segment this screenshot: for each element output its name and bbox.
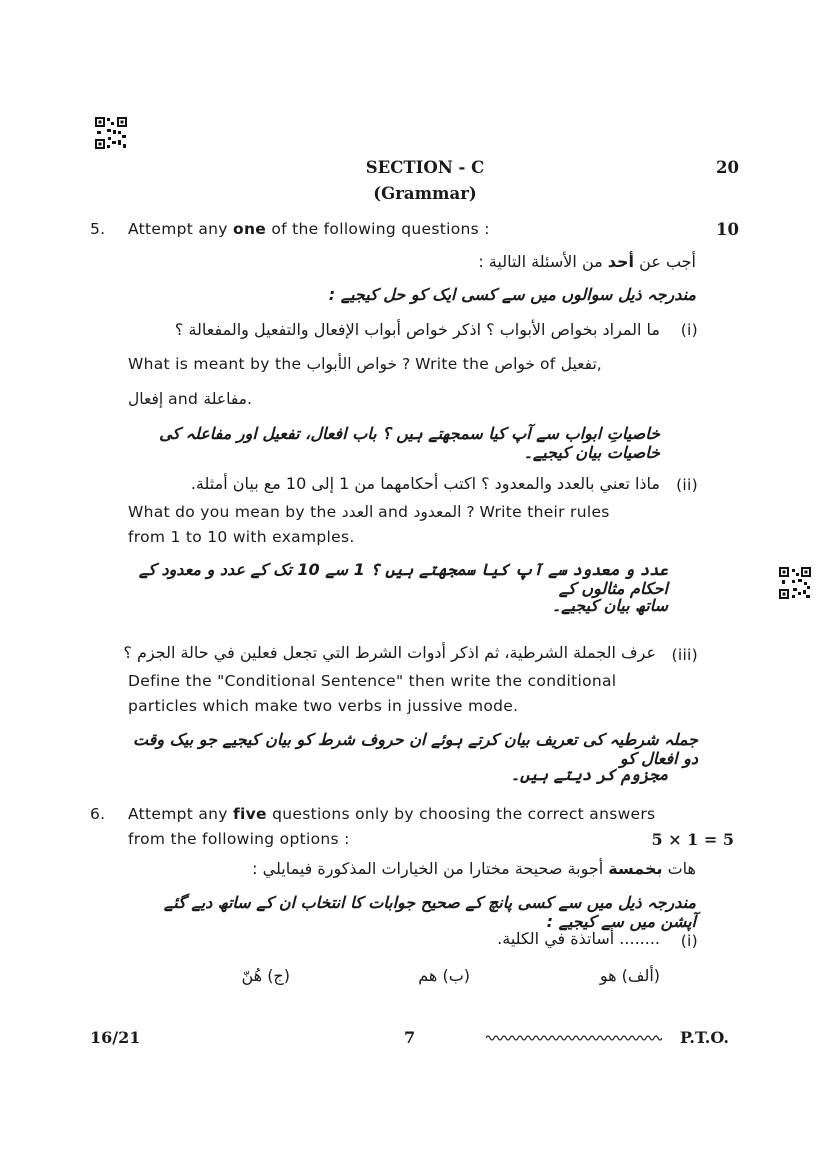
q5-marks: 10 <box>716 220 739 239</box>
footer-wavy-line <box>486 1033 662 1043</box>
q5-part-ii-english-2: from 1 to 10 with examples. <box>128 528 355 546</box>
q5-part-i-label: (i) <box>680 321 698 339</box>
section-title: SECTION - C <box>365 158 485 177</box>
q5-part-ii-english-1: What do you mean by the العدد and المعدود ? Write their rules <box>128 503 610 521</box>
q6-instruction-en-1: Attempt any five questions only by choosing the correct answers <box>128 805 656 823</box>
q6-instruction-ar: هات بخمسة أجوبة صحيحة مختارا من الخيارات المذكورة فيمايلي : <box>252 859 696 878</box>
footer-page-number: 7 <box>404 1028 416 1047</box>
q5-part-iii-english-1: Define the "Conditional Sentence" then write the conditional <box>128 672 617 690</box>
footer-pto: P.T.O. <box>680 1028 729 1047</box>
q5-part-i-urdu: خاصیاتِ ابواب سے آپ کیا سمجھتے ہیں ؟ باب افعال، تفعیل اور مفاعلہ کی خاصیات بیان کیجیے۔ <box>159 424 660 462</box>
section-marks: 20 <box>716 158 739 177</box>
q6-item-i-label: (i) <box>680 932 698 950</box>
q5-part-iii-urdu-2: مجزوم کر دیتے ہیں۔ <box>510 765 668 784</box>
q5-part-i-arabic: ما المراد بخواص الأبواب ؟ اذكر خواص أبواب الإفعال والتفعيل والمفعالة ؟ <box>174 320 660 339</box>
q5-part-iii-arabic: عرف الجملة الشرطية، ثم اذكر أدوات الشرط التي تجعل فعلين في حالة الجزم ؟ <box>123 643 656 662</box>
q6-option-alif: (ألف) هو <box>599 966 660 985</box>
qr-code-top <box>94 116 128 150</box>
footer-code: 16/21 <box>90 1028 141 1047</box>
q6-option-ba: (ب) هم <box>418 966 470 985</box>
q5-part-ii-label: (ii) <box>676 476 698 494</box>
q5-instruction-en: Attempt any one of the following questions : <box>128 220 490 238</box>
q5-instruction-ur: مندرجہ ذیل سوالوں میں سے کسی ایک کو حل کیجیے : <box>328 285 696 304</box>
q6-number: 6. <box>90 805 106 823</box>
q5-part-iii-english-2: particles which make two verbs in jussive mode. <box>128 697 519 715</box>
q5-number: 5. <box>90 220 106 238</box>
q5-part-ii-urdu-1: عدد و معدود سے آپ کیا سمجھتے ہیں ؟ 1 سے 10 تک کے عدد و معدود کے احکام مثالوں کے <box>138 560 668 598</box>
q5-instruction-ar: أجب عن أحد من الأسئلة التالية : <box>478 252 696 271</box>
q6-item-i-text: ........ أساتذة في الكلية. <box>497 929 660 948</box>
qr-code-side <box>778 566 812 600</box>
q6-marks: 5 × 1 = 5 <box>651 830 734 849</box>
section-subtitle: (Grammar) <box>373 184 477 203</box>
q6-option-jim: (ج) هُنّ <box>241 966 290 985</box>
q6-instruction-ur: مندرجہ ذیل میں سے کسی پانچ کے صحیح جوابات کا انتخاب ان کے ساتھ دیے گئے آپشن میں سے کیجیے : <box>163 893 696 931</box>
q5-part-ii-urdu-2: ساتھ بیان کیجیے۔ <box>551 596 668 615</box>
q5-part-iii-label: (iii) <box>671 646 698 664</box>
q5-part-ii-arabic: ماذا تعني بالعدد والمعدود ؟ اكتب أحكامهما من 1 إلى 10 مع بيان أمثلة. <box>190 474 660 493</box>
q5-part-i-english-2: إفعال and مفاعلة. <box>128 390 252 408</box>
q5-part-iii-urdu-1: جملہ شرطیہ کی تعریف بیان کرتے ہوئے ان حروف شرط کو بیان کیجیے جو بیک وقت دو افعال کو <box>132 730 698 768</box>
q5-part-i-english-1: What is meant by the خواص الأبواب ? Write the خواص of تفعيل, <box>128 355 602 373</box>
q6-instruction-en-2: from the following options : <box>128 830 350 848</box>
